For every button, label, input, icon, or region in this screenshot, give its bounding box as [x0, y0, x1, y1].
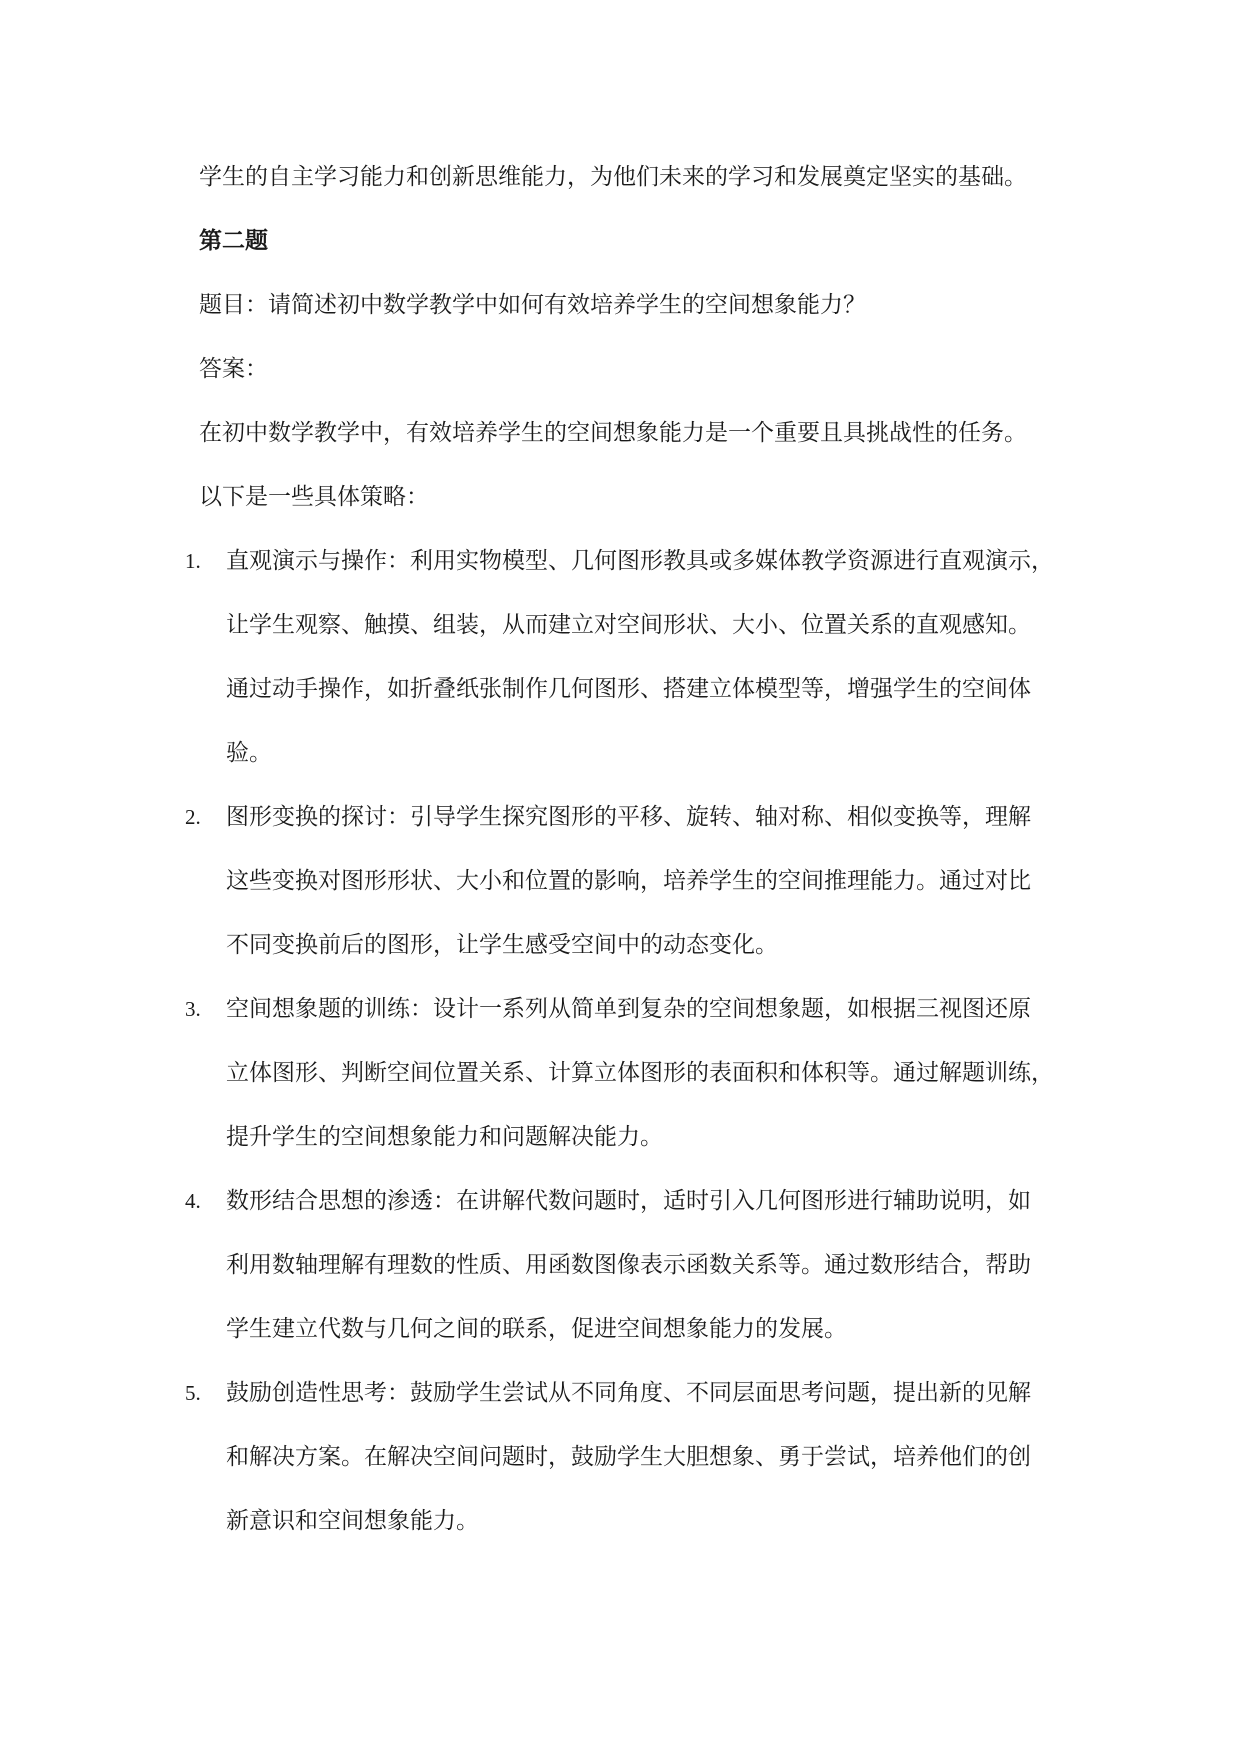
document-content [185, 145, 1099, 1553]
list-item-line: 不同变换前后的图形，让学生感受空间中的动态变化。 [226, 932, 778, 958]
list-item-line: 验。 [226, 740, 272, 766]
list-item-line: 提升学生的空间想象能力和问题解决能力。 [226, 1124, 663, 1150]
list-item-line: 和解决方案。在解决空间问题时，鼓励学生大胆想象、勇于尝试，培养他们的创 [226, 1444, 1031, 1470]
list-item-line: 让学生观察、触摸、组装，从而建立对空间形状、大小、位置关系的直观感知。 [226, 612, 1031, 638]
list-item-line: 新意识和空间想象能力。 [226, 1508, 479, 1534]
list-item [185, 529, 1099, 785]
list-item-number: 1. [185, 549, 201, 573]
answer-label: 答案： [199, 356, 268, 382]
section-heading: 第二题 [199, 227, 268, 254]
intro-line: 学生的自主学习能力和创新思维能力，为他们未来的学习和发展奠定坚实的基础。 [199, 164, 1027, 190]
list-item-line: 直观演示与操作：利用实物模型、几何图形教具或多媒体教学资源进行直观演示， [226, 548, 1054, 574]
list-item-line: 图形变换的探讨：引导学生探究图形的平移、旋转、轴对称、相似变换等，理解 [226, 804, 1031, 830]
list-item-line: 空间想象题的训练：设计一系列从简单到复杂的空间想象题，如根据三视图还原 [226, 996, 1031, 1022]
answer-intro-line: 以下是一些具体策略： [199, 484, 429, 510]
list-item-line: 利用数轴理解有理数的性质、用函数图像表示函数关系等。通过数形结合，帮助 [226, 1252, 1031, 1278]
list-item-line: 学生建立代数与几何之间的联系，促进空间想象能力的发展。 [226, 1316, 847, 1342]
list-item [185, 1169, 1099, 1361]
list-item-line: 立体图形、判断空间位置关系、计算立体图形的表面积和体积等。通过解题训练， [226, 1060, 1054, 1086]
list-item-line: 这些变换对图形形状、大小和位置的影响，培养学生的空间推理能力。通过对比 [226, 868, 1031, 894]
list-item-number: 5. [185, 1381, 201, 1405]
list-item-line: 数形结合思想的渗透：在讲解代数问题时，适时引入几何图形进行辅助说明，如 [226, 1188, 1031, 1214]
list-item-number: 2. [185, 805, 201, 829]
list-item [185, 977, 1099, 1169]
answer-intro-line: 在初中数学教学中，有效培养学生的空间想象能力是一个重要且具挑战性的任务。 [199, 420, 1027, 446]
list-item [185, 1361, 1099, 1553]
list-item-line: 通过动手操作，如折叠纸张制作几何图形、搭建立体模型等，增强学生的空间体 [226, 676, 1031, 702]
question-text: 题目：请简述初中数学教学中如何有效培养学生的空间想象能力？ [199, 292, 866, 318]
list-item-number: 4. [185, 1189, 201, 1213]
list-item-line: 鼓励创造性思考：鼓励学生尝试从不同角度、不同层面思考问题，提出新的见解 [226, 1380, 1031, 1406]
list-item [185, 785, 1099, 977]
strategy-list [185, 529, 1099, 1553]
list-item-number: 3. [185, 997, 201, 1021]
